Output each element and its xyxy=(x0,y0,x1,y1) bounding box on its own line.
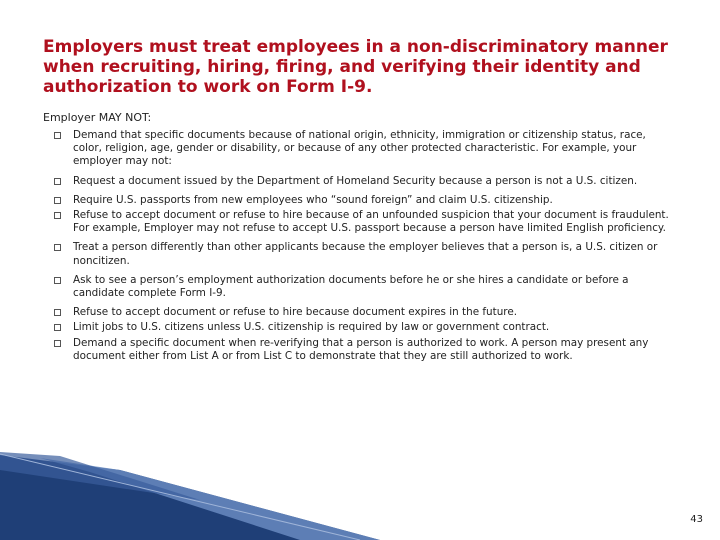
bullet-item xyxy=(52,274,677,300)
bullet-list xyxy=(52,129,677,369)
bullet-item xyxy=(52,306,677,319)
page-number: 43 xyxy=(690,514,703,525)
bullet-box-icon xyxy=(54,197,61,204)
bullet-box-icon xyxy=(54,212,61,219)
bullet-text: Ask to see a person’s employment authorization documents before he or she hires a candidate or before a candidate complete Form I-9. xyxy=(73,273,629,300)
bullet-text: Demand that specific documents because of national origin, ethnicity, immigration or citizenship status, race, color, religion, age, gender or disability, or because of any other protected characteristic. For example, your employer may not: xyxy=(73,129,646,168)
bullet-item xyxy=(52,175,677,188)
intro-text: Employer MAY NOT: xyxy=(43,111,152,124)
bullet-text: Request a document issued by the Department of Homeland Security because a person is not a U.S. citizen. xyxy=(73,174,638,187)
slide-title: Employers must treat employees in a non-discriminatory manner when recruiting, hiring, firing, and verifying their identity and authorization to work on Form I-9. xyxy=(43,37,668,97)
bullet-item xyxy=(52,321,677,334)
bullet-text: Treat a person differently than other applicants because the employer believes that a person is, a U.S. citizen or noncitizen. xyxy=(73,241,658,267)
bullet-box-icon xyxy=(54,244,61,251)
bullet-text: Refuse to accept document or refuse to hire because document expires in the future. xyxy=(73,306,518,319)
bullet-item xyxy=(52,337,677,363)
bullet-item xyxy=(52,209,677,235)
bullet-text: Refuse to accept document or refuse to hire because of an unfounded suspicion that your document is fraudulent. For example, Employer may not refuse to accept U.S. passport because a person have limited English proficiency. xyxy=(73,209,669,235)
bullet-box-icon xyxy=(54,178,61,185)
bullet-text: Demand a specific document when re-verifying that a person is authorized to work. A person may present any document either from List A or from List C to demonstrate that they are still authorized to work. xyxy=(73,336,649,362)
bullet-item xyxy=(52,129,677,169)
bullet-box-icon xyxy=(54,340,61,347)
bullet-item xyxy=(52,241,677,267)
bullet-item xyxy=(52,194,677,207)
bullet-box-icon xyxy=(54,324,61,331)
bullet-box-icon xyxy=(54,277,61,284)
bullet-box-icon xyxy=(54,309,61,316)
bullet-text: Limit jobs to U.S. citizens unless U.S. citizenship is required by law or government contract. xyxy=(73,321,550,334)
bullet-box-icon xyxy=(54,132,61,139)
bullet-text: Require U.S. passports from new employees who “sound foreign” and claim U.S. citizenship. xyxy=(73,193,553,206)
